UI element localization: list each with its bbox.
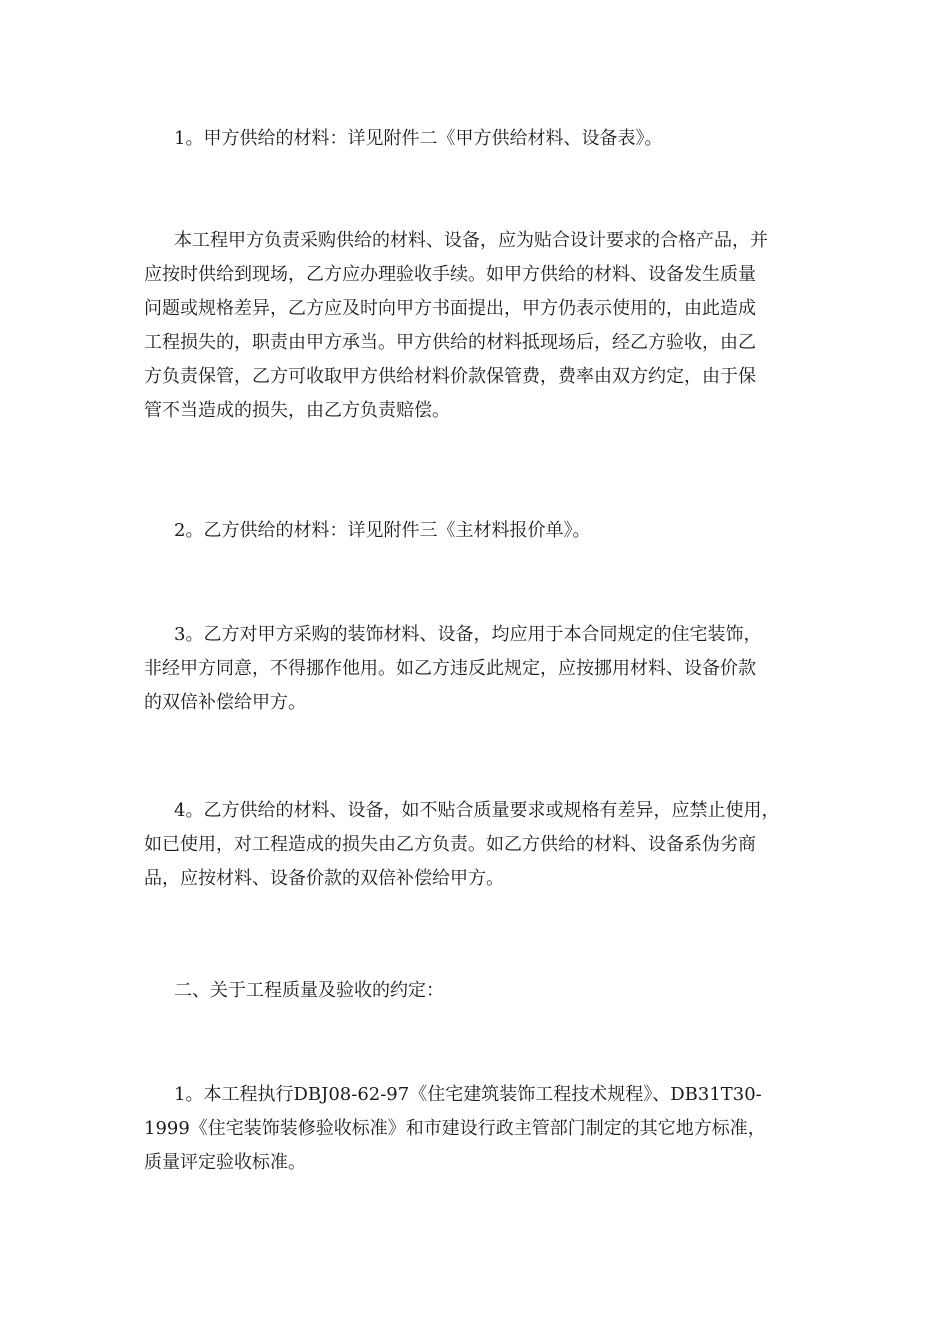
text-line: 1。甲方供给的材料：详见附件二《甲方供给材料、设备表》。 — [174, 128, 663, 149]
text-line: 如已使用，对工程造成的损失由乙方负责。如乙方供给的材料、设备系伪劣商 — [144, 834, 756, 855]
paragraph-yi-quality — [144, 794, 808, 896]
text-line: 质量评定验收标准。 — [144, 1152, 306, 1173]
text-line: 非经甲方同意，不得挪作他用。如乙方违反此规定，应按挪用材料、设备价款 — [144, 658, 756, 679]
text-line: 方负责保管，乙方可收取甲方供给材料价款保管费，费率由双方约定，由于保 — [144, 366, 756, 387]
paragraph-jia-materials — [144, 122, 808, 156]
text-line: 本工程甲方负责采购供给的材料、设备，应为贴合设计要求的合格产品，并 — [174, 230, 768, 251]
text-line: 2。乙方供给的材料：详见附件三《主材料报价单》。 — [174, 520, 591, 541]
text-line: 4。乙方供给的材料、设备，如不贴合质量要求或规格有差异，应禁止使用， — [174, 800, 780, 821]
paragraph-jia-responsibility — [144, 224, 808, 428]
text-line: 品，应按材料、设备价款的双倍补偿给甲方。 — [144, 868, 504, 889]
text-line: 问题或规格差异，乙方应及时向甲方书面提出，甲方仍表示使用的，由此造成 — [144, 298, 756, 319]
text-line: 3。乙方对甲方采购的装饰材料、设备，均应用于本合同规定的住宅装饰， — [174, 624, 762, 645]
text-line: 应按时供给到现场，乙方应办理验收手续。如甲方供给的材料、设备发生质量 — [144, 264, 756, 285]
text-line: 管不当造成的损失，由乙方负责赔偿。 — [144, 400, 450, 421]
paragraph-standards — [144, 1078, 808, 1180]
text-line: 1。本工程执行DBJ08-62-97《住宅建筑装饰工程技术规程》、DB31T30- — [174, 1084, 762, 1105]
paragraph-yi-usage — [144, 618, 808, 720]
text-line: 二、关于工程质量及验收的约定： — [174, 980, 444, 1001]
text-line: 工程损失的，职责由甲方承当。甲方供给的材料抵现场后，经乙方验收，由乙 — [144, 332, 756, 353]
text-line: 1999《住宅装饰装修验收标准》和市建设行政主管部门制定的其它地方标准， — [144, 1118, 766, 1139]
section-heading-quality — [144, 974, 808, 1008]
text-line: 的双倍补偿给甲方。 — [144, 692, 306, 713]
paragraph-yi-materials — [144, 514, 808, 548]
